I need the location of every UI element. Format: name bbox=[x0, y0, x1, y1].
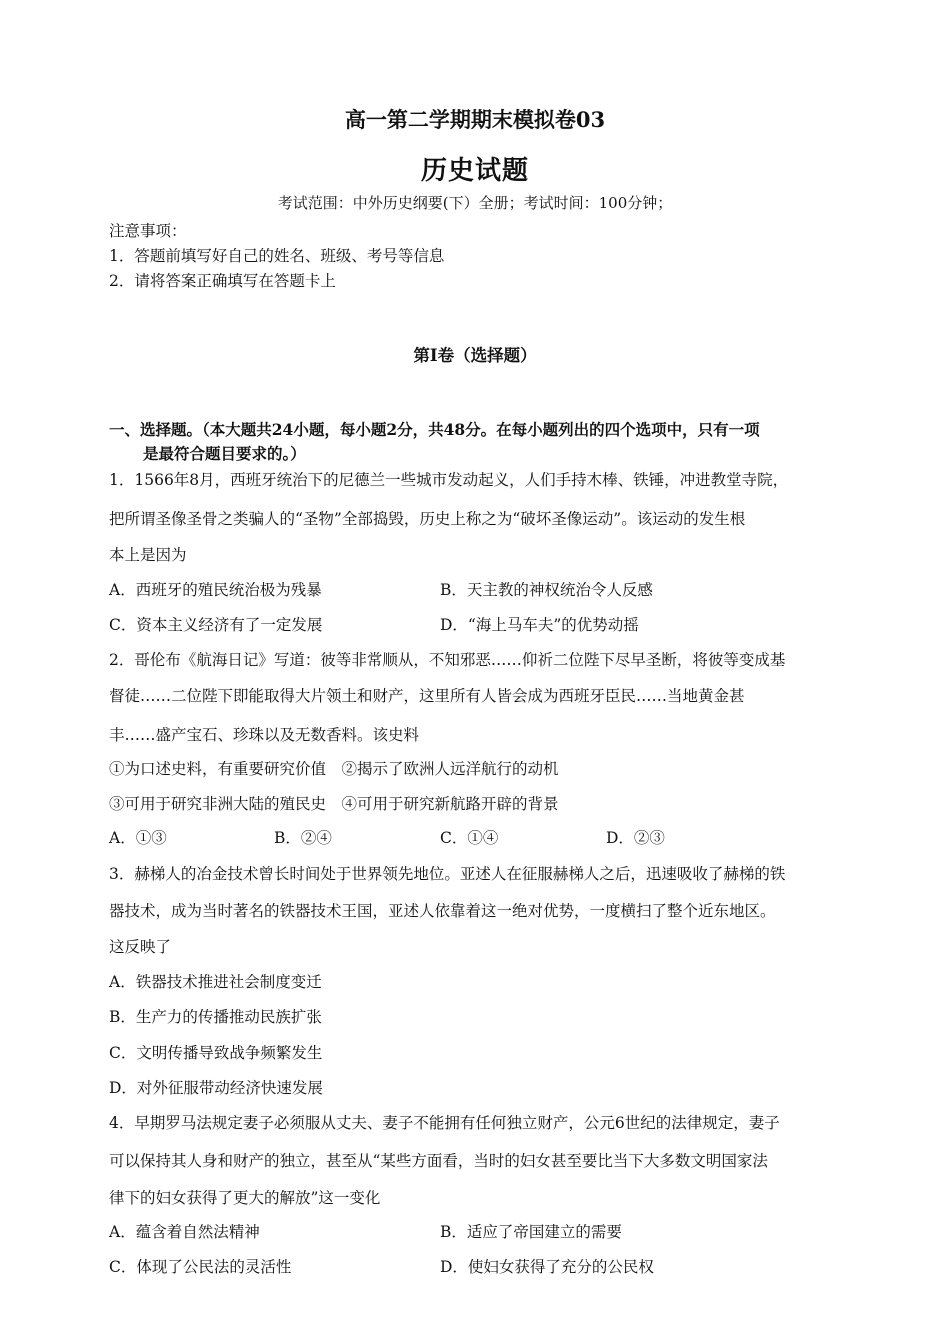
question-2-statement: ①为口述史料，有重要研究价值 ②揭示了欧洲人远洋航行的动机 bbox=[109, 760, 559, 778]
note-item: 2．请将答案正确填写在答题卡上 bbox=[109, 272, 336, 290]
question-3-option: A．铁器技术推进社会制度变迁 bbox=[109, 973, 322, 991]
question-3-option: B．生产力的传播推动民族扩张 bbox=[109, 1008, 322, 1026]
question-2-stem-line: 督徒……二位陛下即能取得大片领土和财产，这里所有人皆会成为西班牙臣民……当地黄金甚 bbox=[109, 687, 745, 705]
question-2-statement: ③可用于研究非洲大陆的殖民史 ④可用于研究新航路开辟的背景 bbox=[109, 795, 559, 813]
question-1-option: B．天主教的神权统治令人反感 bbox=[440, 581, 653, 599]
question-3-stem-line: 器技术，成为当时著名的铁器技术王国，亚述人依靠着这一绝对优势，一度横扫了整个近东地区。 bbox=[109, 902, 776, 920]
exam-title: 高一第二学期期末模拟卷03 bbox=[344, 107, 606, 132]
question-2-option: C．①④ bbox=[440, 829, 499, 847]
question-1-option: D．“海上马车夫”的优势动摇 bbox=[440, 616, 639, 634]
question-1-stem-line: 把所谓圣像圣骨之类骗人的“圣物”全部捣毁，历史上称之为“破坏圣像运动”。该运动的发生根 bbox=[109, 510, 746, 528]
question-4-option: D．使妇女获得了充分的公民权 bbox=[440, 1258, 654, 1276]
question-2-stem-line: 2．哥伦布《航海日记》写道：彼等非常顺从，不知邪恶……仰祈二位陛下尽早圣断，将彼等变成基 bbox=[109, 651, 786, 669]
question-2-stem-line: 丰……盛产宝石、珍珠以及无数香料。该史料 bbox=[109, 726, 420, 744]
question-3-option: D．对外征服带动经济快速发展 bbox=[109, 1079, 323, 1097]
instruction-line: 一、选择题。（本大题共24小题，每小题2分，共48分。在每小题列出的四个选项中，只有一项 bbox=[109, 420, 760, 439]
note-item: 1．答题前填写好自己的姓名、班级、考号等信息 bbox=[109, 247, 445, 265]
question-1-stem-line: 1．1566年8月，西班牙统治下的尼德兰一些城市发动起义，人们手持木棒、铁锤，冲进教堂寺院， bbox=[109, 471, 789, 489]
question-3-stem-line: 3．赫梯人的冶金技术曾长时间处于世界领先地位。亚述人在征服赫梯人之后，迅速吸收了赫梯的铁 bbox=[109, 865, 786, 883]
question-2-option: A．①③ bbox=[109, 829, 167, 847]
question-4-stem-line: 律下的妇女获得了更大的解放”这一变化 bbox=[109, 1189, 381, 1207]
question-4-option: B．适应了帝国建立的需要 bbox=[440, 1223, 622, 1241]
question-3-option: C．文明传播导致战争频繁发生 bbox=[109, 1044, 323, 1062]
question-3-stem-line: 这反映了 bbox=[109, 938, 172, 956]
question-2-option: B．②④ bbox=[274, 829, 332, 847]
question-1-option: C．资本主义经济有了一定发展 bbox=[109, 616, 323, 634]
question-1-stem-line: 本上是因为 bbox=[109, 546, 187, 564]
subject-title: 历史试题 bbox=[420, 156, 529, 186]
question-1-option: A．西班牙的殖民统治极为残暴 bbox=[109, 581, 322, 599]
notes-heading: 注意事项： bbox=[109, 222, 187, 240]
question-4-option: A．蕴含着自然法精神 bbox=[109, 1223, 260, 1241]
question-4-stem-line: 4．早期罗马法规定妻子必须服从丈夫、妻子不能拥有任何独立财产，公元6世纪的法律规定，妻子 bbox=[109, 1114, 780, 1132]
instruction-line: 是最符合题目要求的。） bbox=[143, 444, 306, 463]
question-2-option: D．②③ bbox=[606, 829, 665, 847]
section-title: 第I卷（选择题） bbox=[413, 346, 537, 365]
section-instruction bbox=[109, 418, 849, 466]
question-4-option: C．体现了公民法的灵活性 bbox=[109, 1258, 292, 1276]
question-4-stem-line: 可以保持其人身和财产的独立，甚至从“某些方面看，当时的妇女甚至要比当下大多数文明国家法 bbox=[109, 1152, 768, 1170]
exam-scope-line: 考试范围：中外历史纲要(下）全册；考试时间：100分钟； bbox=[277, 194, 673, 212]
